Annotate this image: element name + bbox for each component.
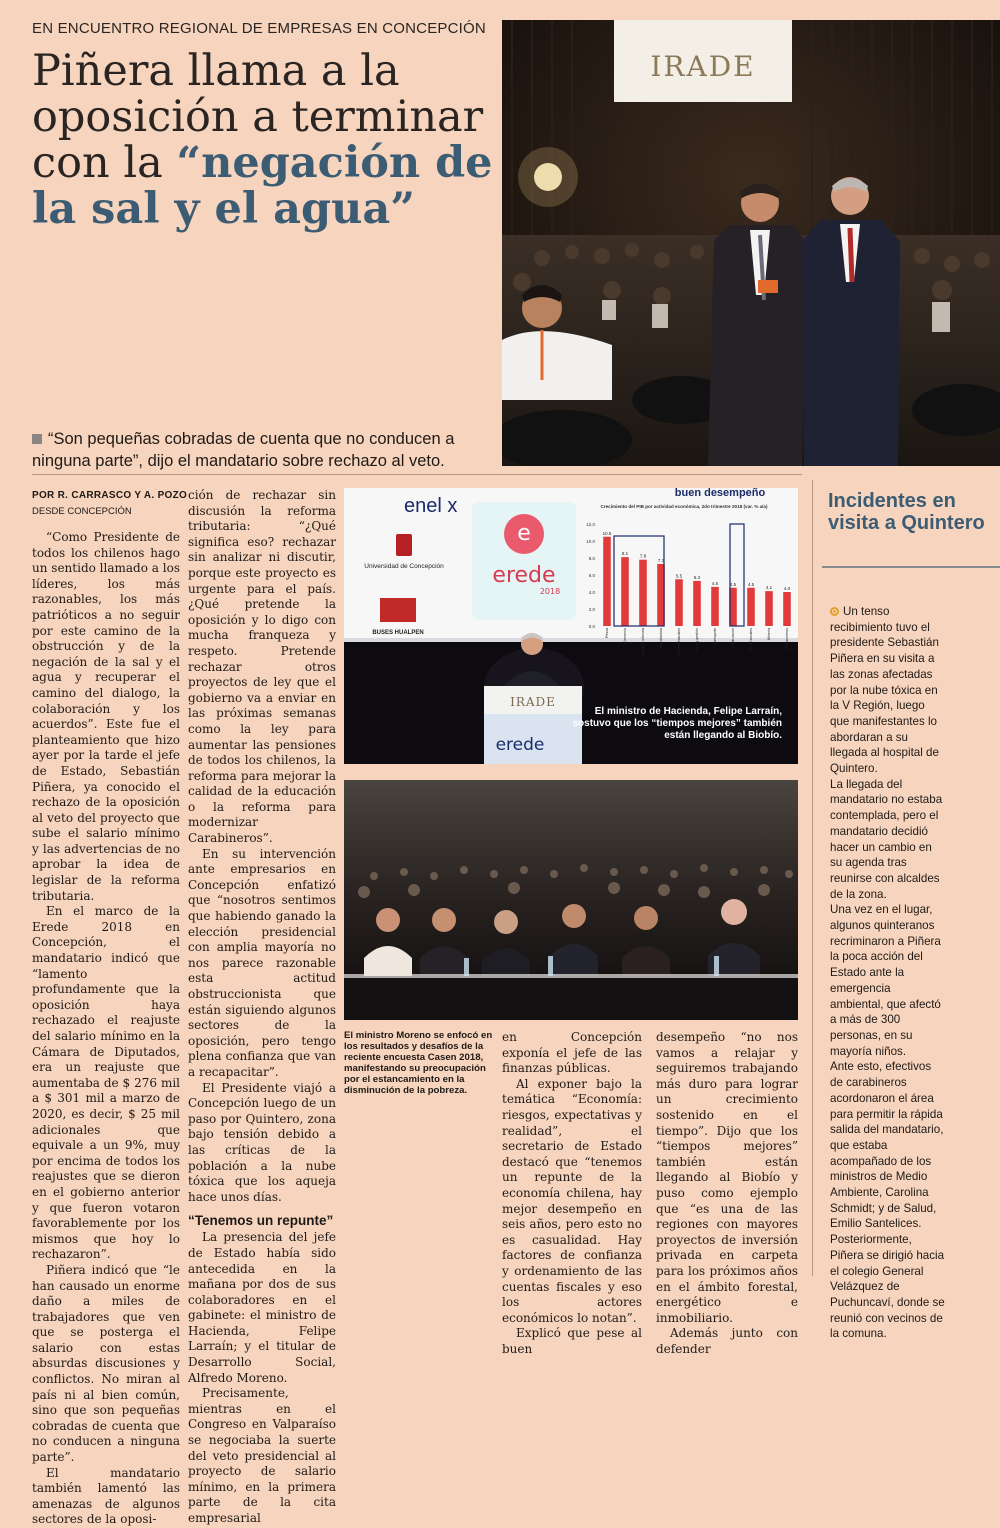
headline-accent: “negación de la sal y el agua” (32, 138, 493, 234)
chart-data-label: 5.3 (693, 574, 701, 580)
headline (32, 48, 502, 232)
bullet-square-icon (32, 434, 42, 444)
udec-logo: Universidad de Concepción (364, 563, 444, 570)
chart-category-label: Manufactura (659, 628, 663, 648)
subhead: “Tenemos un repunte” (188, 1213, 334, 1229)
chart-data-label: 7.3 (657, 557, 665, 563)
paragraph: ción de rechazar sin discusión la reforma tributaria: “¿Qué significa eso? rechazar sin analizar ni discutir, porque este proyecto es urgente para el país. ¿Qué pretende la oposición y lo digo con mucha franqueza y respeto. Pretende rechazar otros proyectos de ley que el gobierno va a enviar en las próximas semanas como la ley para aumentar las pensiones de todos los chilenos, la reforma para mejorar la calidad de la educación o la reforma para modernizar Carabineros”. (188, 488, 336, 846)
erede-year: 2018 (539, 587, 561, 596)
chart-data-label: 7.8 (639, 553, 647, 559)
chart-data-label: 4.5 (747, 581, 755, 587)
chart-data-label: 4.0 (783, 586, 791, 591)
bullet-circle-icon (830, 607, 839, 616)
udec-crest-icon (396, 534, 412, 556)
chart-bar (747, 588, 755, 626)
chart-category-label: SS personales (749, 628, 753, 652)
article-column-2 (188, 488, 336, 1527)
chart-bar (675, 579, 683, 626)
photo3-caption: El ministro Moreno se enfocó en los resultados y desafíos de la reciente encuesta Casen 2018, manifestando su preocupación por el estancamiento en la disminución de la pobreza. (344, 1030, 493, 1096)
article-column-3 (502, 1030, 642, 1357)
chart-bar (783, 592, 791, 626)
chart-data-label: 5.5 (675, 573, 683, 579)
article-column-4 (656, 1030, 798, 1357)
sidebar-body (830, 604, 946, 1342)
svg-text:e: e (517, 521, 531, 546)
erede-logo: erede (492, 563, 556, 588)
dateline: DESDE CONCEPCIÓN (32, 506, 132, 517)
paragraph: Explicó que pese al buen (502, 1326, 642, 1356)
sidebar-paragraph: Una vez en el lugar, algunos quinteranos recriminaron a Piñera la poca acción del Estado ante la emergencia ambiental, que afectó a más de 300 personas, en su mayoría niños. (830, 903, 941, 1058)
chart-category-label: SS financieros (785, 628, 789, 652)
sidebar-paragraph: La llegada del mandatario no estaba contemplada, pero el mandatario decidió hacer un cambio en su agenda tras reunirse con alcaldes de la zona. (830, 777, 943, 901)
chart-category-label: SS empresariales (677, 628, 681, 657)
sidebar-paragraph (830, 604, 946, 777)
sidebar-rule (812, 480, 813, 1276)
headline-plain: Piñera llama a la oposición a terminar con la (32, 46, 484, 188)
chart-data-label: 4.5 (729, 581, 737, 587)
chart-bar (621, 557, 629, 626)
chart-category-label: Transporte (713, 628, 717, 646)
photo2-caption: El ministro de Hacienda, Felipe Larraín, sostuvo que los “tiempos mejores” también están llegando al Biobío. (572, 706, 782, 741)
chart-bar (603, 537, 611, 626)
article-column-1 (32, 530, 180, 1528)
enel-logo: enel x (404, 495, 458, 517)
paragraph: El Presidente viajó a Concepción luego de un paso por Quintero, zona bajo tensión debido a las críticas de la población a la nube tóxica que los aqueja hace unos días. (188, 1080, 336, 1204)
sidebar-divider (822, 566, 1000, 568)
paragraph: en Concepción exponía el jefe de las finanzas públicas. (502, 1030, 642, 1076)
hero-banner-text: IRADE (650, 50, 756, 83)
chart-y-tick-label: 4.0 (588, 590, 595, 595)
paragraph: La presencia del jefe de Estado había sido antecedida en la mañana por dos de sus colaboradores en el gabinete: el ministro de Hacienda, Felipe Larraín; y el titular de Desarrollo Social, Alfredo Moreno. (188, 1230, 336, 1385)
chart-bar (639, 560, 647, 626)
chart-data-label: 8.1 (621, 551, 629, 557)
paragraph: Piñera indicó que “le han causado un enorme daño a miles de trabajadores que ven que se posterga el salario con estas absurdas discusiones y conflictos. No miran al país ni al bien común, sino que son pequeñas cobradas de cuenta que no conducen a ninguna parte”. (32, 1262, 180, 1465)
paragraph: Además junto con defender (656, 1326, 798, 1356)
podium-banner: IRADE (510, 695, 556, 709)
chart-y-tick-label: 10.0 (586, 539, 595, 544)
dek (32, 428, 492, 472)
chart-bar (711, 587, 719, 626)
paragraph: Precisamente, mientras en el Congreso en Valparaíso se negociaba la suerte del veto presidencial al proyecto de salario mínimo, en la primera parte de la cita empresarial (188, 1386, 336, 1525)
chart-category-label: EGA y gestión (695, 628, 699, 651)
divider-rule (32, 474, 802, 475)
chart-category-label: Minería (767, 628, 771, 640)
kicker: EN ENCUENTRO REGIONAL DE EMPRESAS EN CONCEPCIÓN (32, 20, 486, 37)
chart-data-label: 4.1 (765, 585, 773, 591)
chart-category-label: Construcción (731, 628, 735, 649)
buses-hualpen-icon (380, 598, 416, 622)
chart-category-label: Agropec.-silvícola (641, 628, 645, 657)
paragraph: En su intervención ante empresarios en Concepción enfatizó que “nosotros sentimos que habiendo ganado la elección presidencial con amplia mayoría no nos parece razonable esta actitud obstruccionista que están siguiendo algunos sectores de la oposición, pero tengo plena confianza que van a recapacitar”. (188, 846, 336, 1079)
chart-slide-title: buen desempeño (674, 488, 766, 499)
chart-data-label: 4.6 (711, 580, 719, 586)
chart-category-label: Comercio (623, 628, 627, 644)
hero-photo (502, 20, 1000, 466)
podium-logo: erede (495, 735, 545, 755)
chart-y-tick-label: 6.0 (588, 573, 595, 578)
paragraph: El mandatario también lamentó las amenazas de algunos sectores de la oposi- (32, 1465, 180, 1527)
chart-bar (693, 581, 701, 626)
sidebar-paragraph: Ante esto, efectivos de carabineros acordonaron el área para permitir la rápida salida del mandatario, que estaba acompañado de los ministros de Medio Ambiente, Carolina Schmidt; y de Salud, Emilio Santelices. (830, 1060, 944, 1231)
sidebar-paragraph-text: Un tenso recibimiento tuvo el presidente Sebastián Piñera en su visita a las zonas afectadas por la nube tóxica en la V Región, luego que manifestantes lo abordaran a su llegada al hospital de Quintero. (830, 605, 939, 776)
paragraph: “Como Presidente de todos los chilenos hago un sentido llamado a los líderes, los más razonables, los más patrióticos a no seguir por este camino de la obstrucción y de la negación de la sal y el agua y recuperar el camino del dialogo, la colaboración y los acuerdos”. Este fue el planteamiento que hizo ayer por la tarde el jefe de Estado, Sebastián Piñera, ya conocido el rechazo de la oposición al veto del proyecto que sube el salario mínimo y las advertencias de no aprobar la idea de legislar de la reforma tributaria. (32, 530, 180, 903)
paragraph: En el marco de la Erede 2018 en Concepción, el mandatario indicó que “lamento profundamente que la oposición haya rechazado el reajuste del salario mínimo en la Cámara de Diputados, era un reajuste que aumentaba de $ 276 mil a $ 301 mil a marzo de 2020, es decir, $ 25 mil adicionales que equivale a un 9%, muy por encima de todos los reajustes que se dieron en el gobierno anterior y que fueron votaron favorablemente por los mismos que hoy lo rechazaron”. (32, 904, 180, 1262)
chart-data-label: 10.5 (602, 530, 612, 536)
chart-bar (765, 591, 773, 626)
photo-audience (344, 780, 798, 1020)
chart-slide-subtitle: Crecimiento del PIB por actividad económica, 2do trimestre 2018 (var. % a/a) (600, 504, 768, 509)
chart-y-tick-label: 0.0 (588, 624, 595, 629)
dek-text: “Son pequeñas cobradas de cuenta que no conducen a ninguna parte”, dijo el mandatario sobre rechazo al veto. (32, 430, 455, 470)
paragraph: desempeño “no nos vamos a relajar y seguiremos trabajando más duro para lograr un crecimiento sostenido en el tiempo”. Dijo que los “tiempos mejores” también están llegando al Biobío y puso como ejemplo que “es una de las regiones con mayores proyectos de inversión privada en carpeta para los próximos años en el ámbito forestal, energético e inmobiliario. (656, 1030, 798, 1325)
chart-category-label: Pesca (605, 628, 609, 638)
byline: POR R. CARRASCO Y A. POZO (32, 490, 188, 501)
chart-y-tick-label: 8.0 (588, 556, 595, 561)
buses-logo: BUSES HUALPEN (372, 630, 424, 636)
sidebar-paragraph: Posteriormente, Piñera se dirigió hacia el colegio General Velázquez de Puchuncaví, donde se reunió con vecinos de la comuna. (830, 1233, 945, 1341)
chart-y-tick-label: 12.0 (586, 522, 595, 527)
chart-y-tick-label: 2.0 (588, 607, 595, 612)
sidebar-title: Incidentes en visita a Quintero (828, 490, 985, 534)
paragraph: Al exponer bajo la temática “Economía: riesgos, expectativas y realidad”, el secretario de Estado destacó que “tenemos un repunte de la economía chilena, hay mejor desempeño en seis años, pero esto no es casualidad. Hay factores de confianza y ordenamiento de las cuentas fiscales y eso los actores económicos lo notan”. (502, 1076, 642, 1325)
